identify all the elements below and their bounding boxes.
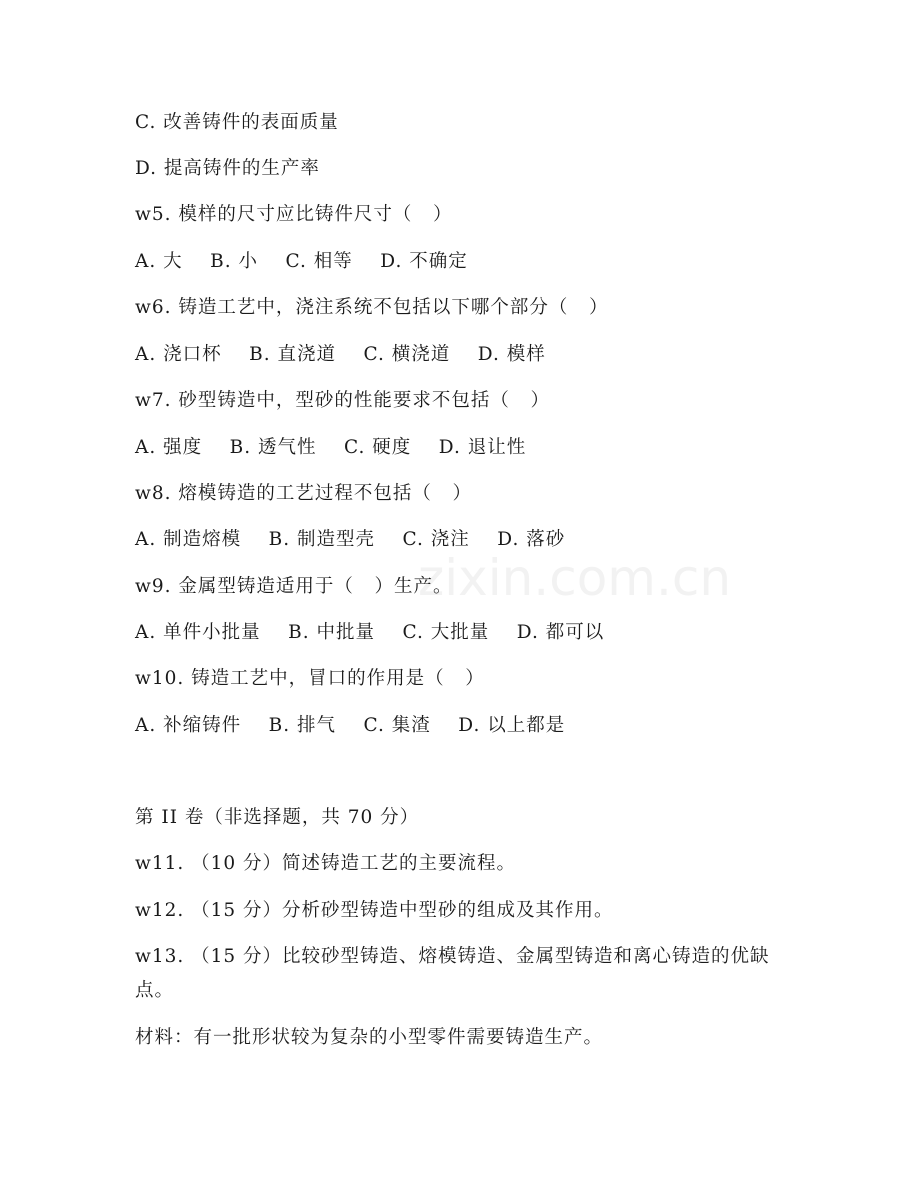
options-w5: A. 大 B. 小 C. 相等 D. 不确定 — [135, 251, 468, 272]
question-w12: w12. （15 分）分析砂型铸造中型砂的组成及其作用。 — [135, 900, 614, 921]
question-w9: w9. 金属型铸造适用于（ ）生产。 — [135, 576, 453, 597]
options-w10: A. 补缩铸件 B. 排气 C. 集渣 D. 以上都是 — [135, 715, 566, 736]
options-w9: A. 单件小批量 B. 中批量 C. 大批量 D. 都可以 — [135, 622, 605, 643]
question-w6: w6. 铸造工艺中，浇注系统不包括以下哪个部分（ ） — [135, 297, 609, 318]
options-w6: A. 浇口杯 B. 直浇道 C. 横浇道 D. 模样 — [135, 344, 546, 365]
option-c-line: C. 改善铸件的表面质量 — [135, 112, 339, 133]
question-w11: w11. （10 分）简述铸造工艺的主要流程。 — [135, 853, 517, 874]
section-title: 第 II 卷（非选择题，共 70 分） — [135, 807, 420, 828]
options-w8: A. 制造熔模 B. 制造型壳 C. 浇注 D. 落砂 — [135, 529, 566, 550]
question-w7: w7. 砂型铸造中，型砂的性能要求不包括（ ） — [135, 390, 551, 411]
question-w13: w13. （15 分）比较砂型铸造、熔模铸造、金属型铸造和离心铸造的优缺点。 — [135, 946, 770, 1001]
question-w8: w8. 熔模铸造的工艺过程不包括（ ） — [135, 483, 473, 504]
question-w5: w5. 模样的尺寸应比铸件尺寸（ ） — [135, 204, 453, 225]
watermark: zixin.com.cn — [418, 549, 732, 607]
material-text: 材料：有一批形状较为复杂的小型零件需要铸造生产。 — [135, 1027, 604, 1048]
options-w7: A. 强度 B. 透气性 C. 硬度 D. 退让性 — [135, 437, 527, 458]
option-d-line: D. 提高铸件的生产率 — [135, 158, 320, 179]
question-w10: w10. 铸造工艺中，冒口的作用是（ ） — [135, 668, 485, 689]
